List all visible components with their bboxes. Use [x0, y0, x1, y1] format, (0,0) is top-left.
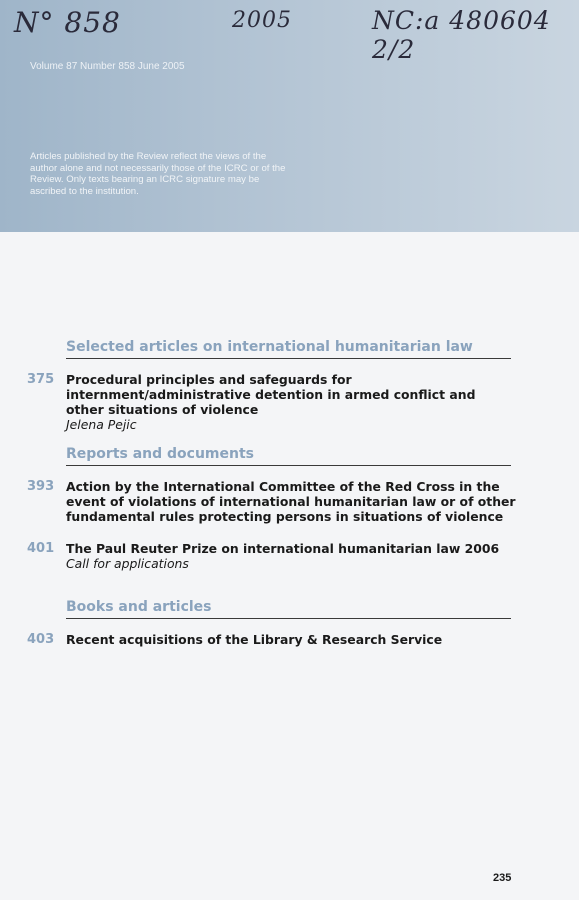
volume-line: Volume 87 Number 858 June 2005: [30, 61, 185, 72]
entry-subtitle: Call for applications: [66, 556, 189, 571]
handwritten-number: N° 858: [14, 6, 121, 39]
toc-entry[interactable]: [27, 479, 517, 524]
section-heading: Selected articles on international humanitarian law: [66, 339, 511, 359]
disclaimer: Articles published by the Review reflect the views of the author alone and not necessarily those of the ICRC or of the Review. Only texts bearing an ICRC signature may be ascribed to the institution.: [30, 151, 286, 197]
entry-author: Jelena Pejic: [66, 417, 137, 432]
page-number: 393: [27, 479, 55, 494]
section-heading: Reports and documents: [66, 446, 511, 466]
toc-entry[interactable]: [27, 372, 517, 432]
entry-title[interactable]: Recent acquisitions of the Library & Research Service: [66, 632, 443, 647]
entry-title[interactable]: Procedural principles and safeguards for internment/administrative detention in armed conflict and other situations of violence: [66, 372, 476, 417]
entry-title[interactable]: Action by the International Committee of the Red Cross in the event of violations of international humanitarian law or of other fundamental rules protecting persons in situations of violence: [66, 479, 516, 524]
entry-title[interactable]: The Paul Reuter Prize on international humanitarian law 2006: [66, 541, 500, 556]
handwritten-year: 2005: [232, 8, 292, 33]
toc-entry[interactable]: [27, 541, 517, 571]
page-folio: 235: [493, 872, 512, 884]
header-band: [0, 0, 579, 232]
page-number: 403: [27, 632, 55, 647]
page-number: 401: [27, 541, 55, 556]
handwritten-code: NC:a 480604 2/2: [372, 6, 551, 64]
toc-entry[interactable]: [27, 632, 517, 647]
page-number: 375: [27, 372, 55, 387]
section-heading: Books and articles: [66, 599, 511, 619]
